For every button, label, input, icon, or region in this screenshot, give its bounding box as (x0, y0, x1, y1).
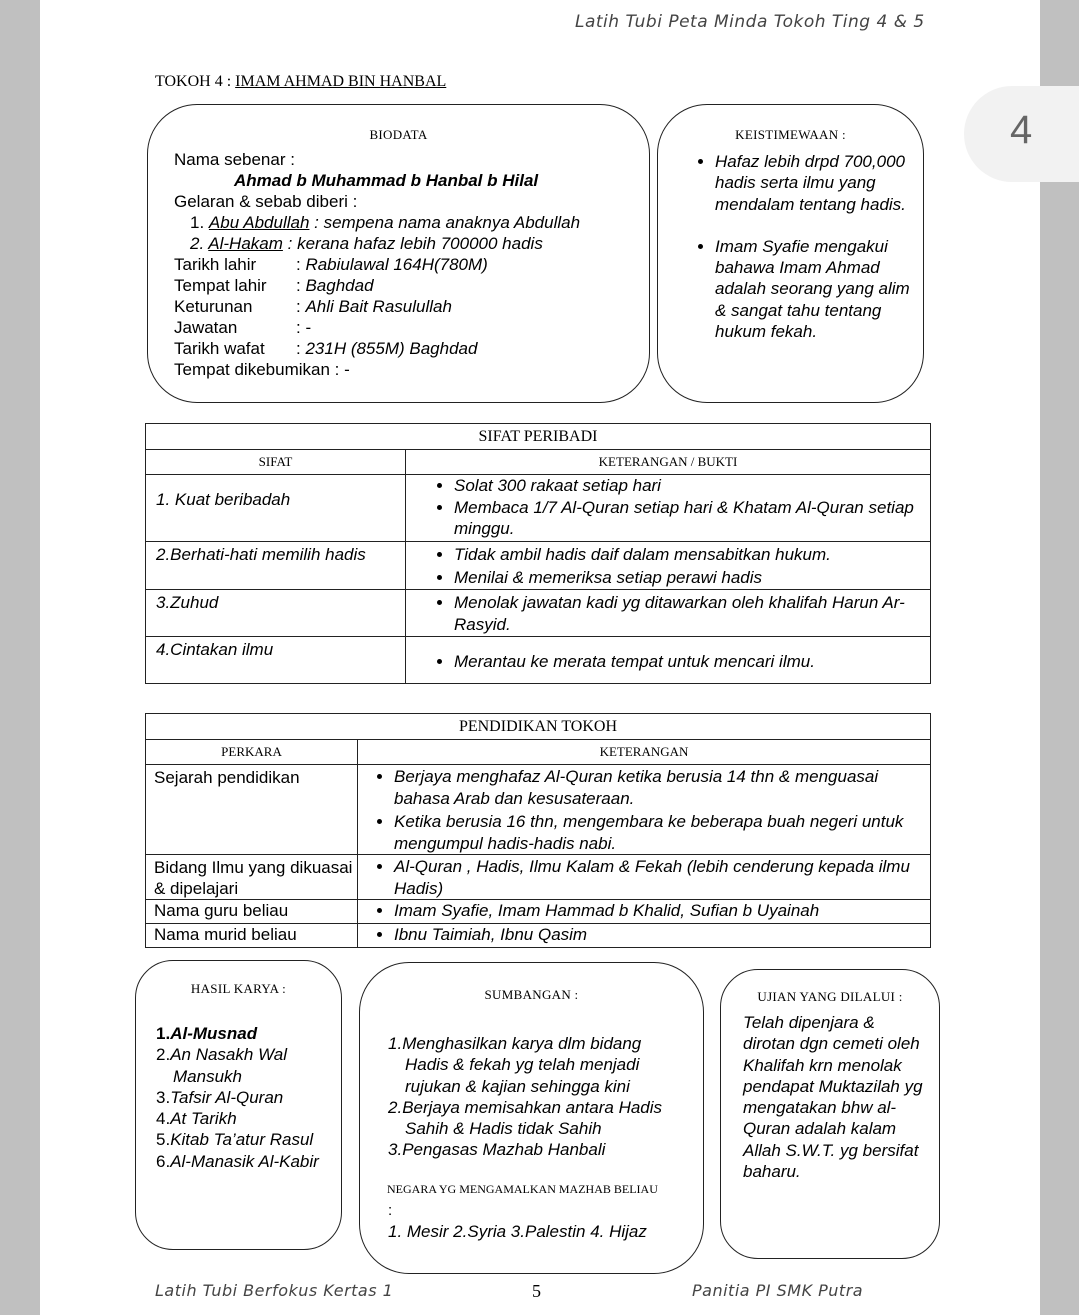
list-item: • Merantau ke merata tempat untuk mencari ilmu. (454, 651, 924, 673)
biodata-title: BIODATA (369, 127, 428, 142)
nama-value: Ahmad b Muhammad b Hanbal b Hilal (234, 171, 539, 190)
keterangan-cell (358, 924, 931, 948)
list-item: • Al-Quran , Hadis, Ilmu Kalam & Fekah (lebih cenderung kepada ilmu Hadis) (394, 856, 924, 899)
perkara-cell: Sejarah pendidikan (146, 765, 358, 855)
list-item: 2.An Nasakh Wal Mansukh (156, 1045, 288, 1086)
table-row (146, 900, 931, 924)
hasil-karya-title: HASIL KARYA : (190, 981, 287, 996)
list-item: • Membaca 1/7 Al-Quran setiap hari & Khatam Al-Quran setiap minggu. (454, 497, 924, 540)
ujian-title: UJIAN YANG DILALUI : (757, 989, 903, 1004)
tokoh-name: IMAM AHMAD BIN HANBAL (235, 73, 447, 90)
list-item: 4.At Tarikh (156, 1109, 237, 1129)
bukti-cell (406, 542, 931, 590)
hasil-karya-list (156, 1023, 331, 1172)
perkara-cell: Bidang Ilmu yang dikuasai & dipelajari (146, 855, 358, 900)
gelaran-item: 2. Al-Hakam : kerana hafaz lebih 700000 hadis (190, 234, 543, 253)
bio-field: Tempat lahir : Baghdad (174, 276, 374, 295)
nama-label: Nama sebenar : (174, 150, 295, 169)
keistimewaan-list (698, 151, 925, 363)
bio-field: Keturunan : Ahli Bait Rasulullah (174, 297, 452, 316)
list-item: 3.Pengasas Mazhab Hanbali (388, 1140, 606, 1160)
keterangan-cell (358, 855, 931, 900)
page-indicator-number: 4 (1010, 108, 1033, 152)
bio-field: Tarikh wafat : 231H (855M) Baghdad (174, 339, 478, 358)
table-row (146, 475, 931, 542)
bukti-cell (406, 475, 931, 542)
keterangan-cell (358, 900, 931, 924)
biodata-box (147, 104, 650, 403)
sifat-cell: 3.Zuhud (146, 590, 406, 637)
pendidikan-tokoh-table (145, 713, 931, 948)
list-item: 3.Tafsir Al-Quran (156, 1087, 284, 1107)
list-item: 2.Berjaya memisahkan antara Hadis Sahih & Hadis tidak Sahih (388, 1097, 663, 1139)
footer-right: Panitia PI SMK Putra (692, 1281, 864, 1300)
negara-colon: : (388, 1202, 393, 1219)
list-item: • Menilai & memeriksa setiap perawi hadis (454, 567, 924, 589)
list-item: • Solat 300 rakaat setiap hari (454, 475, 924, 497)
dikebumikan: Tempat dikebumikan : - (174, 360, 350, 379)
page-number: 5 (532, 1281, 541, 1301)
negara-title: NEGARA YG MENGAMALKAN MAZHAB BELIAU (387, 1182, 658, 1196)
gelaran-name: Abu Abdullah (208, 213, 310, 232)
list-item: • Berjaya menghafaz Al-Quran ketika berusia 14 thn & menguasai bahasa Arab dan kesusateraan. (394, 766, 924, 809)
hasil-karya-box (135, 960, 342, 1250)
column-header: PERKARA (146, 740, 358, 765)
table-row (146, 590, 931, 637)
list-item: 1.Menghasilkan karya dlm bidang Hadis & fekah yg telah menjadi rujukan & kajian sehingga kini (388, 1034, 642, 1096)
table-row (146, 924, 931, 948)
sifat-cell: 4.Cintakan ilmu (146, 637, 406, 684)
list-item: • Ibnu Taimiah, Ibnu Qasim (394, 924, 924, 946)
keterangan-cell (358, 765, 931, 855)
keistimewaan-title: KEISTIMEWAAN : (735, 127, 846, 142)
header-title: Latih Tubi Peta Minda Tokoh Ting 4 & 5 (575, 12, 925, 32)
sumbangan-list (388, 1033, 688, 1161)
list-item: • Imam Syafie mengakui bahawa Imam Ahmad adalah seorang yang alim & sangat tahu tentang hukum fekah. (715, 236, 925, 342)
tokoh-title (155, 73, 446, 91)
table-row (146, 637, 931, 684)
gelaran-name: Al-Hakam (208, 234, 283, 253)
column-header: KETERANGAN (358, 740, 931, 765)
ujian-text: Telah dipenjara & dirotan dgn cemeti oleh Khalifah krn menolak pendapat Muktazilah yg mengatakan bhw al-Quran adalah kalam Allah S.W.T. yg bersifat baharu. (743, 1013, 923, 1182)
bio-field: Jawatan : - (174, 318, 312, 337)
list-item: 6.Al-Manasik Al-Kabir (156, 1151, 319, 1171)
list-item: • Menolak jawatan kadi yg ditawarkan oleh khalifah Harun Ar-Rasyid. (454, 592, 924, 635)
column-header: KETERANGAN / BUKTI (406, 450, 931, 475)
sifat-cell: 1. Kuat beribadah (146, 475, 406, 542)
gelaran-reason: : kerana hafaz lebih 700000 hadis (282, 234, 543, 253)
list-item: • Tidak ambil hadis daif dalam mensabitkan hukum. (454, 544, 924, 566)
page-indicator[interactable] (964, 86, 1079, 182)
gelaran-reason: : sempena nama anaknya Abdullah (309, 213, 581, 232)
tokoh-prefix: TOKOH 4 : (155, 73, 236, 90)
perkara-cell: Nama guru beliau (146, 900, 358, 924)
negara-list: 1. Mesir 2.Syria 3.Palestin 4. Hijaz (388, 1222, 647, 1241)
column-header: SIFAT (146, 450, 406, 475)
footer-left: Latih Tubi Berfokus Kertas 1 (155, 1281, 394, 1300)
sifat-cell: 2.Berhati-hati memilih hadis (146, 542, 406, 590)
table-row (146, 542, 931, 590)
list-item: • Hafaz lebih drpd 700,000 hadis serta ilmu yang mendalam tentang hadis. (715, 151, 925, 215)
ujian-box (720, 969, 940, 1259)
bio-field: Tarikh lahir : Rabiulawal 164H(780M) (174, 255, 488, 274)
perkara-cell: Nama murid beliau (146, 924, 358, 948)
table-row (146, 855, 931, 900)
gelaran-label: Gelaran & sebab diberi : (174, 192, 358, 211)
table-title: PENDIDIKAN TOKOH (146, 714, 931, 740)
sumbangan-box (359, 962, 704, 1274)
sumbangan-title: SUMBANGAN : (484, 987, 579, 1002)
list-item: • Ketika berusia 16 thn, mengembara ke beberapa buah negeri untuk mengumpul hadis-hadis nabi. (394, 811, 924, 854)
table-row (146, 765, 931, 855)
gelaran-item: 1. Abu Abdullah : sempena nama anaknya Abdullah (190, 213, 581, 232)
bukti-cell (406, 637, 931, 684)
list-item: • Imam Syafie, Imam Hammad b Khalid, Sufian b Uyainah (394, 900, 924, 922)
sifat-peribadi-table (145, 423, 931, 684)
bukti-cell (406, 590, 931, 637)
list-item: 5.Kitab Ta’atur Rasul (156, 1130, 314, 1150)
list-item: 1.Al-Musnad (156, 1024, 258, 1043)
table-title: SIFAT PERIBADI (146, 424, 931, 450)
keistimewaan-box (657, 104, 924, 403)
